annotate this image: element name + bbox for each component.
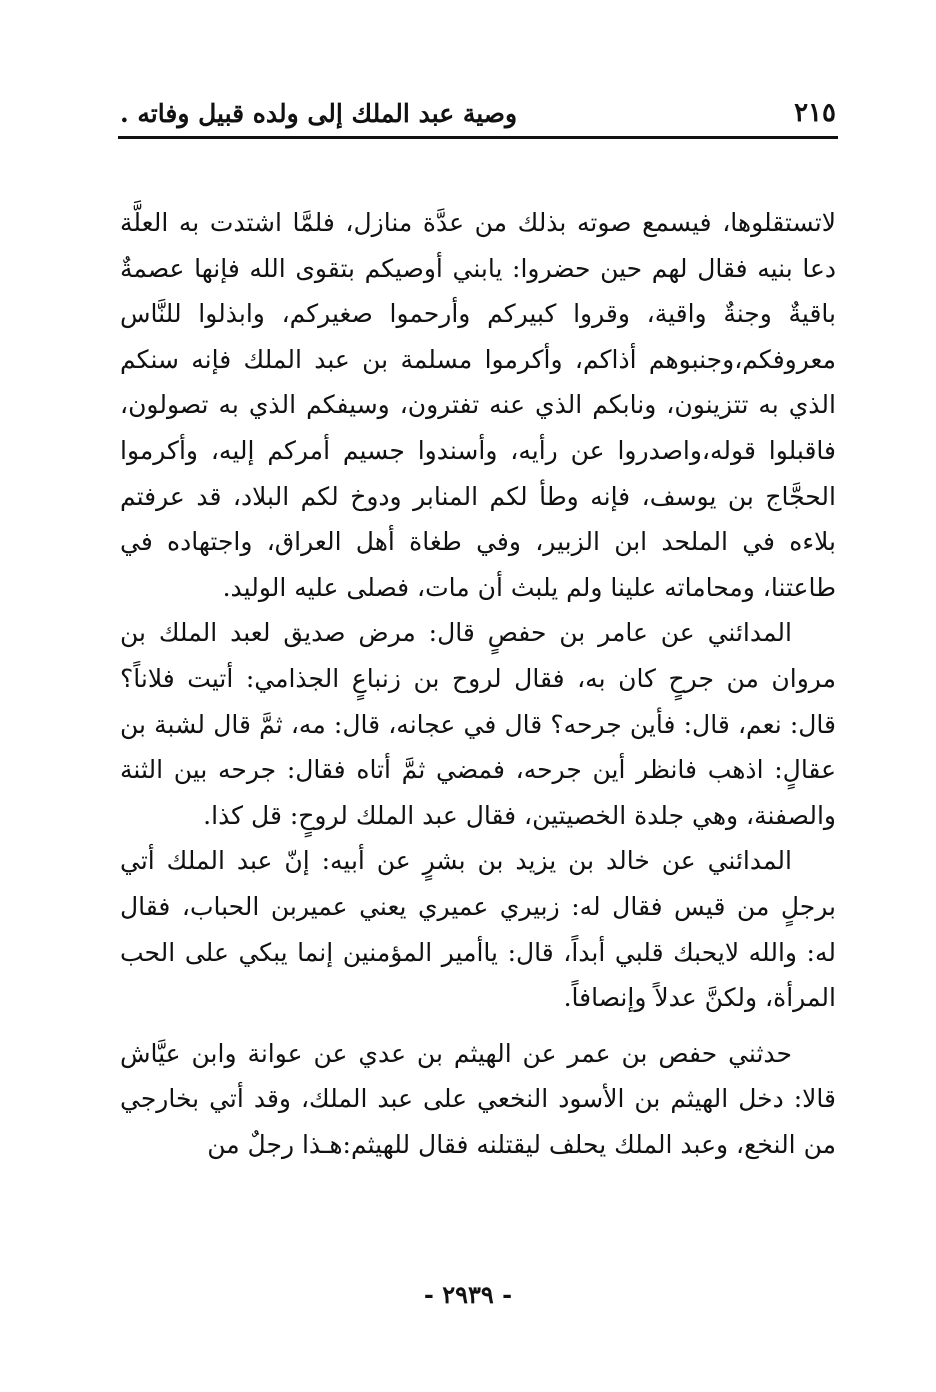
running-header xyxy=(120,88,836,136)
footer-page-label: - ٢٩٣٩ - xyxy=(423,1280,513,1309)
paragraph-2: المدائني عن عامر بن حفصٍ قال: مرض صديق لعبد الملك بن مروان من جرحٍ كان به، فقال لروح بن زنباعٍ الجذامي: أتيت فلاناً؟ قال: نعم، قال: فأين جرحه؟ قال في عجانه، قال: مه، ثمَّ قال لشبة بن عقالٍ: اذهب فانظر أين جرحه، فمضي ثمَّ أتاه فقال: جرحه بين الثنة والصفنة، وهي جلدة الخصيتين، فقال عبد الملك لروحٍ: قل كذا. xyxy=(120,618,836,830)
body-text xyxy=(120,200,836,1167)
page-number: ٢١٥ xyxy=(794,98,836,128)
paragraph-4: حدثني حفص بن عمر عن الهيثم بن عدي عن عوانة وابن عيَّاش قالا: دخل الهيثم بن الأسود النخعي على عبد الملك، وقد أتي بخارجي من النخع، وعبد الملك يحلف ليقتلنه فقال للهيثم:هـذا رجلٌ من xyxy=(120,1038,836,1159)
chapter-title: وصية عبد الملك إلى ولده قبيل وفاته . xyxy=(120,99,518,128)
paragraph-1: لاتستقلوها، فيسمع صوته بذلك من عدَّة منازل، فلمَّا اشتدت به العلَّة دعا بنيه فقال لهم حين حضروا: يابني أوصيكم بتقوى الله فإنها عصمةٌ باقيةٌ وجنةٌ واقية، وقروا كبيركم وأرحموا صغيركم، وابذلوا للنَّاس معروفكم،وجنبوهم أذاكم، وأكرموا مسلمة بن عبد الملك فإنه سنكم الذي به تتزينون، ونابكم الذي عنه تفترون، وسيفكم الذي به تصولون، فاقبلوا قوله،واصدروا عن رأيه، وأسندوا جسيم أمركم إليه، وأكرموا الحجَّاج بن يوسف، فإنه وطأ لكم المنابر ودوخ لكم البلاد، قد عرفتم بلاءه في الملحد ابن الزبير، وفي طغاة أهل العراق، واجتهاده في طاعتنا، ومحاماته علينا ولم يلبث أن مات، فصلى عليه الوليد. xyxy=(120,208,836,602)
paragraph-3: المدائني عن خالد بن يزيد بن بشرٍ عن أبيه: إنّ عبد الملك أتي برجلٍ من قيس فقال له: زبيري عميري يعني عميربن الحباب، فقال له: والله لايحبك قلبي أبداً، قال: ياأمير المؤمنين إنما يبكي على الحب المرأة، ولكنَّ عدلاً وإنصافاً. xyxy=(120,846,836,1013)
header-rule xyxy=(118,136,838,139)
